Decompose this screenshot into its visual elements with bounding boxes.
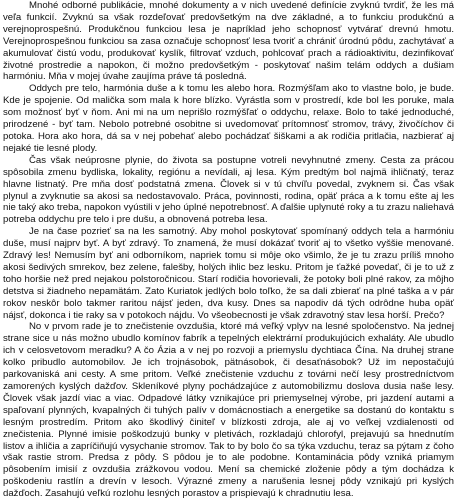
paragraph-time-passes: Čas však neúprosne plynie, do života sa postupne votreli nevyhnutné zmeny. Cesta za prácou spôsobila zmenu bydliska, lokality, regiónu a nevídali, aj lesa. Kým predtým bol najmä ihličnatý, teraz hlavne listnatý. Pre mňa dosť podstatná zmena. Človek si v tú chvíľu povedal, zvyknem si. Čas však plynul a zvyknutie sa akosi sa nedostavovalo. Práca, povinnosti, rodina, opäť práca a k tomu ešte aj les nie taký ako treba, napokon vyústili v jeho úplné nepotrebnosť. A ďalšie uplynuté roky a tu zrazu naliehavá potreba oddychu pre telo i pre dušu, a obnovená potreba lesa. bbox=[3, 154, 454, 226]
paragraph-air-pollution: No v prvom rade je to znečistenie ovzdušia, ktoré má veľký vplyv na lesné spoločenstvo. Na jednej strane sice u nás možno ubudlo komínov fabrík a tepelných elektrární produkujúcich exhaláty. Ale ubudlo ich v celosvetovom meradku? A čo Ázia a v nej po rozvoji a priemyslu dychtiaca Čína. Na druhej strane kolko pribudlo automobilov. Je ich trojnásobok, pätnásobok, či desaťnásobok? Už im nepostačujú parkovaniská ani cesty. A sme pritom. Veľké znečistenie vzduchu z továrni nečí lesy prostredníctvom zamorených kyslých dažďov. Skleníkové plyny pochádzajúce z automobilizmu doslova dusia naše lesy. Človek však jazdí viac a viac. Odpadové látky vznikajúce pri priemyselnej výrobe, pri jazdení autami a spaľovaní plynných, kvapalných či tuhých palív v domácnostiach a energetike sa dostanú do kontaktu s lesným prostredím. Pritom ako škodlivý činiteľ v blízkosti zdroja, ale aj vo veľkej vzdialenosti od znečistenia. Plynné imisie poškodzujú bunky v pletivách, rozkladajú chlorofyl, prejavujú sa hnednutím listov a ihličia a zapríčiňujú vysychanie stromov. Tak to by bolo čo sa týka vzduchu, teraz sa pýtam z čoho však rastie strom. Predsa z pôdy. S pôdou je to ale podobne. Kontaminácia pôdy vzniká priamym pôsobením imisií z ovzdušia zrážkovou vodou. Mení sa chemické zloženie pôdy a tým dochádza k poškodeniu rastlín a drevín v lesoch. Výrazné zmeny a narušenia lesnej pôdy vznikajú pri kyslých dažďoch. Zasahujú veľkú rozlohu lesných porastov a prispievajú k chradnutiu lesa. bbox=[3, 321, 454, 500]
paragraph-rest-and-harmony: Oddych pre telo, harmónia duše a k tomu les alebo hora. Rozmýšľam ako to vlastne bolo, je bude. Kde je spojenie. Od malička som mala k hore blízko. Vyrástla som v prostredí, kde bol les poruke, mala som možnosť byť v ňom. Ani mi na um neprišlo rozmýšľať o oddychu, relaxe. Bolo to také jednoduché, prirodzené - byť tam. Nebolo potrebné osobitne si uvedomovať prítomnosť stromov, trávy, živočíchov či potoka. Hora ako hora, dá sa v nej pobehať alebo pochádzať šiškami a ak rodičia pritlačia, nazbierať aj nejaké tie lesné plody. bbox=[3, 83, 454, 154]
paragraph-healthy-forest: Je na čase pozrieť sa na les samotný. Aby mohol poskytovať spomínaný oddych tela a harmóniu duše, musí najprv byť. A byť zdravý. To znamená, že musí dokázať tvoriť aj to všetko vyššie menované. Zdravý les! Nemusím byť ani odborníkom, napriek tomu si môje oko všimlo, že je tu zrazu príliš mnoho akosi šedivých smrekov, bez zelene, falešby, holých ihlic bez lesku. Pritom je ťažké povedať, či je to už z toho horšie než pred nejakou polstoročnicou. Starí rodičia hovorievali, že potoky boli plné rakov, za môjho detstva si žiadneho nepamätám. Zato Kuriatok jedlých bolo toľko, že sa dali zbierať na plné taška a v pár rokov neskôr bolo takmer raritou nájsť jeden, dva kusy. Dnes sa napodiv dá tých odrôdne huba opäť nájsť, dokonca i tie raky sa v potokoch nájdu. Vo všeobecnosti je však zdravotný stav lesa horší. Prečo? bbox=[3, 226, 454, 321]
document-body bbox=[3, 0, 454, 500]
paragraph-functions: Mnohé odborné publikácie, mnohé dokumenty a v nich uvedené definície zvyknú tvrdiť, že les má veľa funkcií. Zvyknú sa však rozdeľovať predovšetkým na dve základné, a to funkciu produkčnú a verejnoprospešnú. Produkčnou funkciou lesa je napríklad jeho schopnosť vytvárať drevnú hmotu. Verejnoprospešnou funkciou sa zasa označuje schopnosť lesa tvoriť a chrániť úrodnú pôdu, zachytávať a akumulovať čistú vodu, produkovať kyslík, filtrovať vzduch, pohlcovať prach a rádioaktivitu, dezinfikovať životné prostredie a napokon, či možno predovšetkým - poskytovať našim telám oddych a dušiam harmóniu. Mňa v mojej úvahe zaujíma práve tá posledná. bbox=[3, 0, 454, 83]
